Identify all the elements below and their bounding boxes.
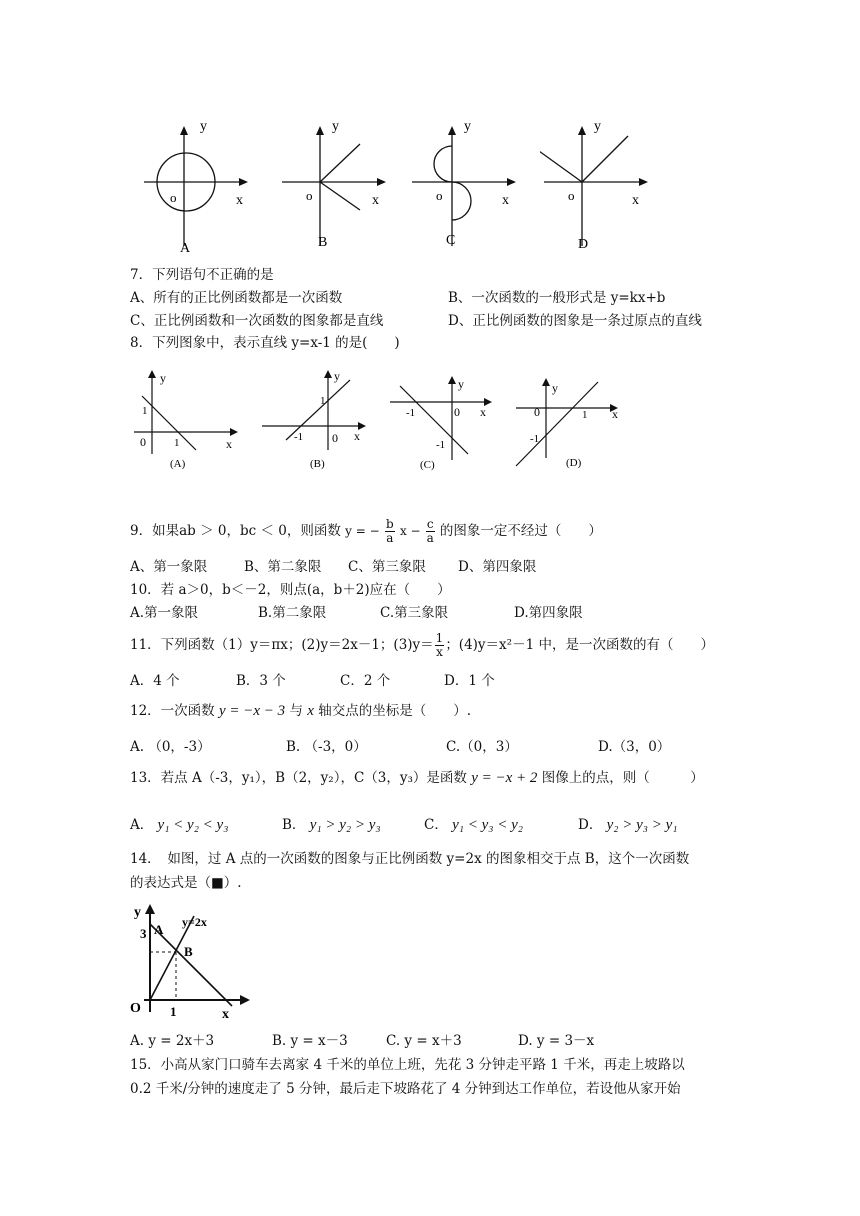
question-11-option-c: C．2 个 — [340, 673, 391, 689]
axis-x-label: x — [226, 437, 232, 451]
origin-label: 0 — [140, 435, 146, 449]
q13-equation: y = −x + 2 — [471, 770, 538, 786]
question-13-option-b — [282, 816, 381, 834]
q9-stem-pre: 9．如果ab ＞ 0，bc ＜ 0，则函数 — [130, 523, 341, 539]
q11-fraction-1-over-x — [435, 632, 445, 659]
tick-label: -1 — [294, 431, 304, 443]
option-label-c: (C) — [420, 459, 435, 471]
axis-x-label: x — [354, 429, 360, 443]
q8-figure-b — [258, 366, 378, 476]
option-label-d: D — [578, 237, 589, 252]
question-11-option-b: B．3 个 — [236, 673, 286, 689]
option-letter: D． — [578, 817, 603, 833]
fraction-denominator: a — [426, 531, 434, 545]
question-9-option-d: D、第四象限 — [458, 559, 537, 575]
question-12-option-c: C.（0，3） — [446, 739, 518, 755]
q6-figure-c — [408, 118, 523, 258]
question-7-stem: 7．下列语句不正确的是 — [130, 267, 274, 283]
question-9-option-c: C、第三象限 — [348, 559, 426, 575]
question-14-option-d: D. y = 3－x — [518, 1033, 595, 1049]
option-label-a: (A) — [170, 458, 186, 470]
option-letter: B． — [282, 817, 306, 833]
q9-fraction-c-over-a — [426, 518, 435, 545]
q9-mid: x − — [399, 524, 421, 538]
tick-label: 1 — [320, 395, 326, 407]
fraction-denominator: a — [386, 531, 394, 545]
option-label-c: C — [446, 233, 456, 248]
axis-x-label: x — [632, 193, 639, 208]
option-expression: y₁ < y₃ < y₂ — [452, 817, 524, 833]
q8-figure-a — [128, 366, 248, 476]
option-label-a: A — [180, 241, 191, 256]
fig-y-label: y — [134, 905, 141, 920]
option-expression: y₂ > y₃ > y₁ — [606, 817, 678, 833]
question-13-option-d — [578, 816, 678, 834]
axis-y-label: y — [334, 369, 340, 383]
tick-label: -1 — [530, 433, 540, 445]
question-15-line-2: 0.2 千米/分钟的速度走了 5 分钟，最后走下坡路花了 4 分钟到达工作单位，若设他从家开始 — [130, 1081, 681, 1097]
question-9-option-a: A、第一象限 — [130, 559, 208, 575]
fig-x-label: x — [222, 1007, 229, 1022]
question-13-option-c — [424, 816, 523, 834]
q12-x-var: x — [307, 703, 314, 719]
axis-x-label: x — [480, 405, 486, 419]
axis-y-label: y — [332, 119, 339, 134]
tick-label: 1 — [142, 405, 148, 417]
question-14-option-a: A. y = 2x＋3 — [130, 1033, 215, 1049]
q11-stem-post: ；(4)y＝x²－1 中，是一次函数的有（ ） — [445, 637, 714, 653]
question-14-line-2: 的表达式是（■）. — [130, 875, 242, 891]
axis-y-label: y — [552, 381, 558, 395]
q12-stem-pre: 12．一次函数 — [130, 703, 215, 719]
axis-y-label: y — [464, 119, 471, 134]
fig-tick-3: 3 — [140, 926, 147, 941]
tick-label: 1 — [174, 437, 180, 449]
origin-label: o — [306, 188, 313, 203]
question-12-option-a: A. （0，-3） — [130, 739, 211, 755]
question-10-option-c: C.第三象限 — [380, 605, 449, 621]
question-14-option-b: B. y = x－3 — [272, 1033, 348, 1049]
fig-origin-label: O — [130, 1001, 141, 1016]
q6-figure-b — [278, 118, 393, 258]
question-11-option-d: D．1 个 — [444, 673, 495, 689]
fig-line-label: y=2x — [182, 915, 207, 929]
q9-stem-post: 的图象一定不经过（ ） — [439, 523, 602, 539]
tick-label: 1 — [582, 409, 588, 421]
question-15-line-1: 15．小高从家门口骑车去离家 4 千米的单位上班，先花 3 分钟走平路 1 千米，再走上坡路以 — [130, 1057, 685, 1073]
question-9-option-b: B、第二象限 — [244, 559, 322, 575]
option-letter: A． — [130, 817, 154, 833]
question-10-option-d: D.第四象限 — [514, 605, 583, 621]
question-10-option-b: B.第二象限 — [258, 605, 327, 621]
axis-y-label: y — [594, 119, 601, 134]
question-7-option-b: B、一次函数的一般形式是 y=kx+b — [448, 290, 666, 306]
q9-fraction-b-over-a — [385, 518, 395, 545]
origin-label: 0 — [534, 405, 540, 419]
question-13-stem — [130, 769, 704, 787]
origin-label: o — [568, 188, 575, 203]
q8-figure-c — [386, 372, 506, 476]
option-label-d: (D) — [566, 457, 582, 469]
axis-y-label: y — [160, 371, 166, 385]
axis-y-label: y — [200, 119, 207, 134]
origin-label: 0 — [454, 405, 460, 419]
axis-x-label: x — [372, 193, 379, 208]
option-expression: y₁ < y₂ < y₃ — [157, 817, 229, 833]
question-7-option-d: D、正比例函数的图象是一条过原点的直线 — [448, 313, 702, 329]
q6-figure-a — [140, 118, 255, 258]
question-10-option-a: A.第一象限 — [130, 605, 199, 621]
q13-stem-pre: 13．若点 A（-3，y₁），B（2，y₂），C（3，y₃）是函数 — [130, 770, 467, 786]
q11-stem-pre: 11．下列函数（1）y＝πx；(2)y＝2x－1；(3)y＝ — [130, 637, 434, 653]
axis-x-label: x — [502, 193, 509, 208]
origin-label: o — [170, 190, 177, 205]
q9-y-eq: y = − — [345, 524, 380, 538]
tick-label: -1 — [406, 407, 416, 419]
question-12-option-d: D.（3，0） — [598, 739, 671, 755]
fig-point-a: A — [154, 922, 164, 937]
fraction-numerator: b — [385, 517, 394, 531]
option-expression: y₁ > y₂ > y₃ — [309, 817, 381, 833]
question-11-stem — [130, 628, 714, 662]
question-7-option-c: C、正比例函数和一次函数的图象都是直线 — [130, 313, 384, 329]
fig-point-b: B — [184, 944, 193, 959]
question-14-line-1: 14． 如图，过 A 点的一次函数的图象与正比例函数 y=2x 的图象相交于点 B，这个一次函数 — [130, 851, 690, 867]
axis-x-label: x — [236, 193, 243, 208]
q14-figure — [128, 896, 258, 1022]
fig-tick-1: 1 — [170, 1004, 177, 1019]
q12-equation: y = −x − 3 — [218, 703, 286, 719]
question-13-option-a — [130, 816, 228, 834]
option-letter: C． — [424, 817, 448, 833]
question-12-option-b: B. （-3，0） — [286, 739, 367, 755]
q12-mid: 与 — [289, 703, 303, 719]
option-label-b: (B) — [310, 458, 325, 470]
option-label-b: B — [318, 235, 328, 250]
q13-stem-post: 图像上的点，则（ ） — [541, 770, 704, 786]
fraction-numerator: c — [426, 517, 434, 531]
origin-label: o — [436, 188, 443, 203]
question-7-option-a: A、所有的正比例函数都是一次函数 — [130, 290, 343, 306]
q6-figure-d — [540, 118, 655, 258]
question-9-stem — [130, 514, 602, 548]
fraction-denominator: x — [436, 645, 443, 659]
question-14-option-c: C. y = x＋3 — [386, 1033, 462, 1049]
question-10-stem: 10．若 a＞0，b＜－2，则点(a，b＋2)应在（ ） — [130, 582, 451, 598]
question-8-stem: 8．下列图象中，表示直线 y=x-1 的是( ) — [130, 335, 400, 351]
axis-x-label: x — [612, 407, 618, 421]
origin-label: 0 — [332, 431, 338, 445]
q12-stem-post: 轴交点的坐标是（ ）. — [318, 703, 472, 719]
tick-label: -1 — [436, 439, 446, 451]
question-11-option-a: A．4 个 — [130, 673, 180, 689]
fraction-numerator: 1 — [435, 631, 444, 645]
axis-y-label: y — [458, 377, 464, 391]
q8-figure-d — [512, 374, 632, 474]
question-12-stem — [130, 702, 471, 720]
